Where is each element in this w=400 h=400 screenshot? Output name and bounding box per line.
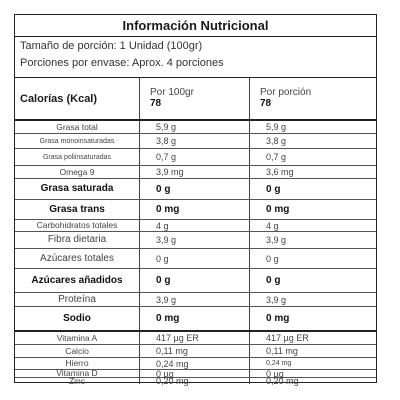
nutrient-per-100g: 3,9 mg (139, 166, 249, 178)
nutrient-per-serving: 0,7 g (249, 149, 377, 165)
nutrient-name: Grasa trans (49, 203, 105, 215)
nutrient-row (15, 220, 376, 232)
nutrient-name: Vitamina D (56, 368, 98, 379)
nutrient-name: Grasa poliinsaturadas (42, 153, 112, 161)
nutrient-per-serving: 4 g (249, 220, 377, 231)
per-serving-column (249, 78, 377, 119)
nutrient-per-serving: 0,20 mg (249, 378, 377, 384)
nutrient-name: Vitamina A (56, 332, 98, 343)
nutrient-per-serving: 3,8 g (249, 134, 377, 148)
nutrient-name: Grasa monoinsaturadas (39, 137, 115, 145)
nutrient-row (15, 293, 376, 307)
nutrient-name: Fibra dietaria (47, 234, 107, 245)
nutrient-per-serving: 417 µg ER (249, 332, 377, 344)
nutrient-row (15, 269, 376, 293)
nutrient-row (15, 134, 376, 149)
nutrient-per-100g: 0,11 mg (139, 345, 249, 357)
nutrient-row (15, 345, 376, 358)
nutrient-name: Azúcares totales (40, 252, 114, 264)
nutrient-per-serving: 0,11 mg (249, 345, 377, 357)
nutrient-per-serving: 0,24 mg (249, 358, 377, 369)
nutrient-row (15, 232, 376, 249)
nutrient-row (15, 332, 376, 345)
nutrient-per-serving: 3,9 g (249, 232, 377, 248)
nutrient-per-100g: 0 mg (139, 200, 249, 219)
nutrient-per-100g: 4 g (139, 220, 249, 231)
nutrient-name: Zinc (68, 375, 86, 386)
per-100g-calories: 78 (150, 98, 162, 109)
nutrient-per-serving: 3,6 mg (249, 166, 377, 178)
nutrient-per-100g: 3,9 g (139, 232, 249, 248)
nutrient-per-serving: 0 g (249, 179, 377, 199)
nutrient-per-serving: 0 g (249, 269, 377, 292)
nutrient-per-100g: 0 g (139, 249, 249, 268)
nutrient-row (15, 166, 376, 179)
per-100g-label: Por 100gr (150, 87, 194, 98)
nutrient-name: Sodio (63, 312, 91, 324)
nutrient-row (15, 375, 376, 386)
per-100g-column (139, 78, 249, 119)
nutrient-row (15, 200, 376, 220)
nutrient-row (15, 307, 376, 332)
nutrient-name: Proteína (58, 293, 96, 305)
calories-label: Calorías (Kcal) (20, 93, 98, 105)
per-serving-label: Por porción (260, 87, 312, 98)
nutrient-per-100g: 417 µg ER (139, 332, 249, 344)
nutrient-name: Omega 9 (59, 166, 95, 177)
nutrient-row (15, 249, 376, 269)
per-serving-calories: 78 (260, 98, 272, 109)
nutrient-per-serving: 0 mg (249, 200, 377, 219)
nutrient-per-100g: 5,9 g (139, 121, 249, 133)
nutrient-row (15, 121, 376, 134)
nutrient-per-serving: 0 g (249, 249, 377, 268)
nutrient-name: Carbohidratos totales (36, 220, 118, 231)
nutrient-per-serving: 0 mg (249, 307, 377, 330)
nutrient-per-100g: 0 g (139, 269, 249, 292)
nutrient-per-100g: 0,7 g (139, 149, 249, 165)
nutrient-per-100g: 0 g (139, 179, 249, 199)
servings-per-container: Porciones por envase: Aprox. 4 porciones (20, 57, 224, 69)
calories-header (15, 77, 376, 121)
nutrient-name: Grasa saturada (40, 183, 114, 194)
nutrient-per-serving: 0 µg (249, 370, 377, 377)
nutrient-per-100g: 0 mg (139, 307, 249, 330)
serving-size: Tamaño de porción: 1 Unidad (100gr) (20, 40, 203, 52)
nutrient-per-100g: 0,24 mg (139, 358, 249, 369)
panel-title: Información Nutricional (15, 15, 376, 37)
nutrient-per-100g: 3,9 g (139, 293, 249, 306)
nutrient-per-serving: 3,9 g (249, 293, 377, 306)
nutrient-per-100g: 0 µg (139, 370, 249, 377)
nutrient-per-serving: 5,9 g (249, 121, 377, 133)
nutrient-per-100g: 0,20 mg (139, 378, 249, 384)
nutrient-name: Hierro (65, 358, 89, 369)
nutrient-per-100g: 3,8 g (139, 134, 249, 148)
nutrition-facts-panel (14, 14, 377, 386)
nutrient-name: Calcio (65, 345, 89, 356)
nutrient-name: Azúcares añadidos (31, 274, 123, 286)
nutrient-row (15, 179, 376, 200)
nutrient-name: Grasa total (56, 121, 98, 132)
nutrient-row (15, 149, 376, 166)
